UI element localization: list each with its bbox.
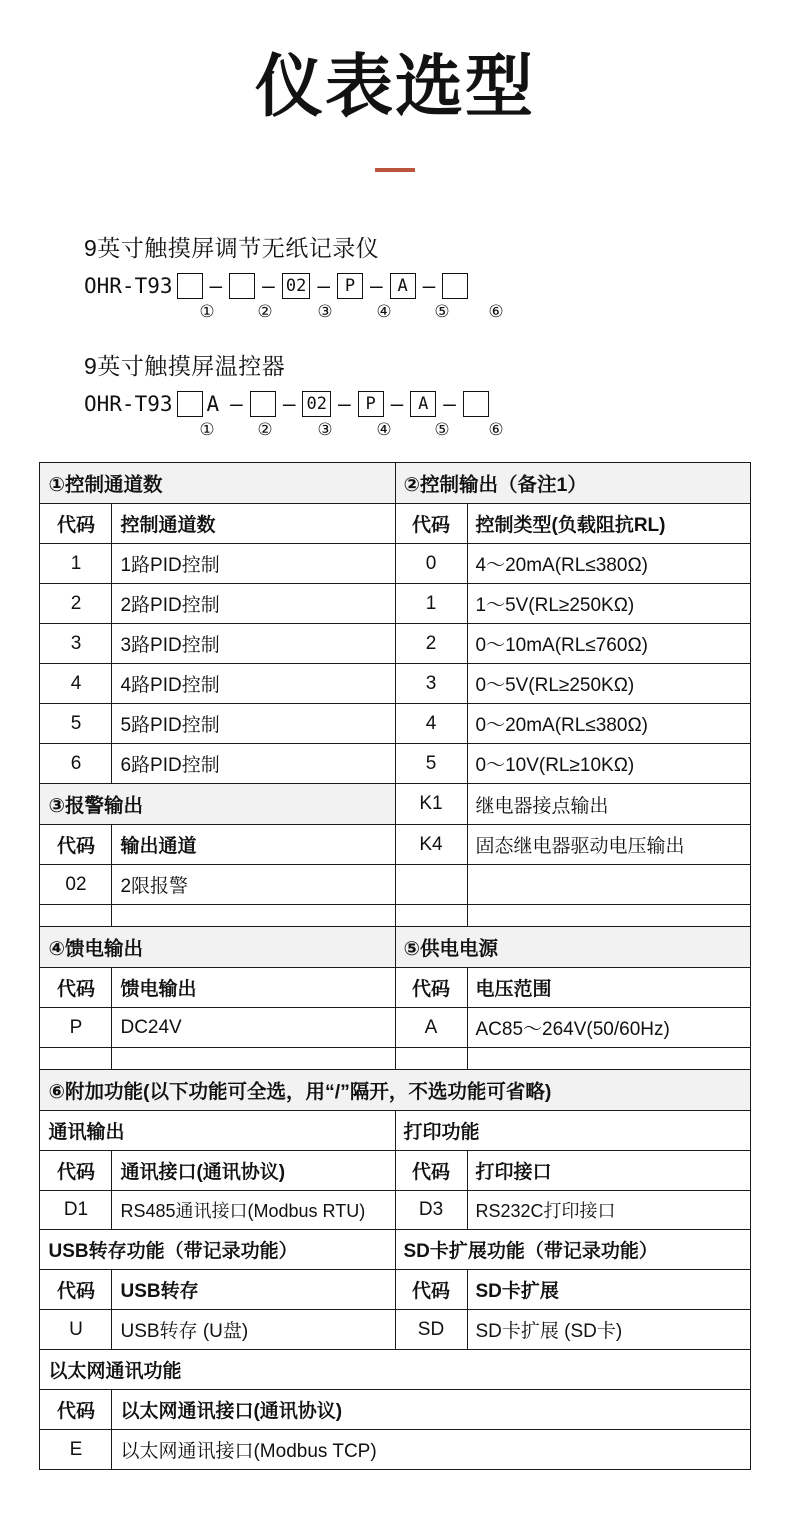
table-row bbox=[40, 905, 750, 927]
spacer-cell bbox=[467, 905, 750, 927]
code-cell: P bbox=[40, 1008, 112, 1048]
desc-cell: DC24V bbox=[112, 1008, 395, 1048]
code-index-4: ④ bbox=[376, 420, 392, 440]
code-index-4: ④ bbox=[376, 302, 392, 322]
code-box-2 bbox=[250, 391, 276, 417]
col-header-desc: 打印接口 bbox=[467, 1151, 750, 1191]
code-index-3: ③ bbox=[317, 302, 333, 322]
table-row bbox=[40, 624, 750, 664]
section-title-6: ⑥附加功能(以下功能可全选，用“/”隔开，不选功能可省略) bbox=[40, 1070, 750, 1111]
table-row bbox=[40, 1151, 750, 1191]
table-row bbox=[40, 504, 750, 544]
code-dash: – bbox=[317, 273, 330, 298]
code-dash: – bbox=[443, 391, 456, 416]
col-header-desc: 输出通道 bbox=[112, 825, 395, 865]
code-cell: 4 bbox=[40, 664, 112, 704]
table-row bbox=[40, 544, 750, 584]
table-row bbox=[40, 1230, 750, 1270]
code-box-4: P bbox=[358, 391, 384, 417]
code-dash: – bbox=[262, 273, 275, 298]
code-index-3: ③ bbox=[317, 420, 333, 440]
desc-cell: 1〜5V(RL≥250KΩ) bbox=[467, 584, 750, 624]
code-cell: 1 bbox=[40, 544, 112, 584]
table-row bbox=[40, 1111, 750, 1151]
table-row bbox=[40, 1350, 750, 1390]
code-index-1: ① bbox=[199, 302, 215, 322]
code-cell: K4 bbox=[395, 825, 467, 865]
section-title-4: ④馈电输出 bbox=[40, 927, 395, 968]
col-header-code: 代码 bbox=[395, 504, 467, 544]
code-index-6: ⑥ bbox=[488, 302, 504, 322]
col-header-code: 代码 bbox=[395, 968, 467, 1008]
section-title-3: ③报警输出 bbox=[40, 784, 395, 825]
desc-cell: 3路PID控制 bbox=[112, 624, 395, 664]
model-code-row bbox=[84, 391, 790, 417]
desc-cell: 0〜10V(RL≥10KΩ) bbox=[467, 744, 750, 784]
desc-cell: RS232C打印接口 bbox=[467, 1191, 750, 1230]
group-title-sd: SD卡扩展功能（带记录功能） bbox=[395, 1230, 750, 1270]
desc-cell: 0〜5V(RL≥250KΩ) bbox=[467, 664, 750, 704]
code-box-1 bbox=[177, 273, 203, 299]
title-divider bbox=[375, 168, 415, 172]
code-dash: – bbox=[337, 391, 351, 416]
code-index-6: ⑥ bbox=[488, 420, 504, 440]
table-row bbox=[40, 865, 750, 905]
desc-cell: 0〜20mA(RL≤380Ω) bbox=[467, 704, 750, 744]
desc-cell: 继电器接点输出 bbox=[467, 784, 750, 825]
desc-cell: 0〜10mA(RL≤760Ω) bbox=[467, 624, 750, 664]
col-header-desc: 控制类型(负载阻抗RL) bbox=[467, 504, 750, 544]
code-cell: 3 bbox=[40, 624, 112, 664]
code-box-5: A bbox=[410, 391, 436, 417]
section-title-2: ②控制输出（备注1） bbox=[395, 463, 750, 504]
code-box-5: A bbox=[390, 273, 416, 299]
code-cell: 1 bbox=[395, 584, 467, 624]
desc-cell: SD卡扩展 (SD卡) bbox=[467, 1310, 750, 1350]
model-block-controller bbox=[0, 348, 790, 440]
code-cell: SD bbox=[395, 1310, 467, 1350]
model-block-recorder bbox=[0, 230, 790, 322]
code-cell: D1 bbox=[40, 1191, 112, 1230]
table-row bbox=[40, 1008, 750, 1048]
col-header-desc: 电压范围 bbox=[467, 968, 750, 1008]
table-row bbox=[40, 1270, 750, 1310]
code-cell: 3 bbox=[395, 664, 467, 704]
table-row bbox=[40, 744, 750, 784]
table-row bbox=[40, 1070, 750, 1111]
group-title-usb: USB转存功能（带记录功能） bbox=[40, 1230, 395, 1270]
col-header-code: 代码 bbox=[40, 825, 112, 865]
col-header-code: 代码 bbox=[40, 1390, 112, 1430]
spacer-cell bbox=[40, 1048, 112, 1070]
code-letter-a: A bbox=[206, 391, 220, 416]
code-cell: U bbox=[40, 1310, 112, 1350]
code-index-2: ② bbox=[257, 302, 273, 322]
table-row bbox=[40, 927, 750, 968]
desc-cell: 固态继电器驱动电压输出 bbox=[467, 825, 750, 865]
code-index-row bbox=[84, 420, 790, 440]
table-row bbox=[40, 1048, 750, 1070]
col-header-code: 代码 bbox=[40, 1151, 112, 1191]
code-dash: – bbox=[369, 273, 383, 298]
section-title-1: ①控制通道数 bbox=[40, 463, 395, 504]
code-index-5: ⑤ bbox=[434, 302, 450, 322]
model-heading: 9英寸触摸屏温控器 bbox=[84, 353, 286, 380]
col-header-code: 代码 bbox=[40, 968, 112, 1008]
desc-cell: 以太网通讯接口(Modbus TCP) bbox=[112, 1430, 750, 1470]
page-title: 仪表选型 bbox=[254, 49, 535, 125]
section-title-5: ⑤供电电源 bbox=[395, 927, 750, 968]
desc-cell: 5路PID控制 bbox=[112, 704, 395, 744]
table-row bbox=[40, 664, 750, 704]
col-header-desc: USB转存 bbox=[112, 1270, 395, 1310]
code-box-3: 02 bbox=[282, 273, 310, 299]
desc-cell: 2限报警 bbox=[112, 865, 395, 905]
table-row bbox=[40, 968, 750, 1008]
spacer-cell bbox=[395, 1048, 467, 1070]
table-row bbox=[40, 1191, 750, 1230]
table-row bbox=[40, 584, 750, 624]
col-header-desc: 通讯接口(通讯协议) bbox=[112, 1151, 395, 1191]
desc-cell: 4路PID控制 bbox=[112, 664, 395, 704]
col-header-code: 代码 bbox=[40, 1270, 112, 1310]
code-dash: – bbox=[422, 273, 436, 298]
code-dash: – bbox=[390, 391, 404, 416]
table-row bbox=[40, 1390, 750, 1430]
desc-cell: 6路PID控制 bbox=[112, 744, 395, 784]
desc-cell: RS485通讯接口(Modbus RTU) bbox=[112, 1191, 395, 1230]
spacer-cell bbox=[40, 905, 112, 927]
code-dash: – bbox=[209, 273, 223, 298]
group-title-comm: 通讯输出 bbox=[40, 1111, 395, 1151]
col-header-code: 代码 bbox=[395, 1270, 467, 1310]
code-index-5: ⑤ bbox=[434, 420, 450, 440]
code-box-6 bbox=[442, 273, 468, 299]
code-cell: 0 bbox=[395, 544, 467, 584]
spacer-cell bbox=[395, 865, 467, 905]
code-cell: 2 bbox=[395, 624, 467, 664]
code-cell: 02 bbox=[40, 865, 112, 905]
code-cell: A bbox=[395, 1008, 467, 1048]
code-cell: 4 bbox=[395, 704, 467, 744]
desc-cell: 1路PID控制 bbox=[112, 544, 395, 584]
table-row bbox=[40, 463, 750, 504]
col-header-desc: SD卡扩展 bbox=[467, 1270, 750, 1310]
table-row bbox=[40, 1430, 750, 1470]
code-dash: – bbox=[230, 391, 243, 416]
spacer-cell bbox=[112, 1048, 395, 1070]
desc-cell: 2路PID控制 bbox=[112, 584, 395, 624]
spacer-cell bbox=[112, 905, 395, 927]
group-title-print: 打印功能 bbox=[395, 1111, 750, 1151]
code-cell: 6 bbox=[40, 744, 112, 784]
code-index-2: ② bbox=[257, 420, 273, 440]
desc-cell: USB转存 (U盘) bbox=[112, 1310, 395, 1350]
code-cell: D3 bbox=[395, 1191, 467, 1230]
code-cell: E bbox=[40, 1430, 112, 1470]
code-box-3: 02 bbox=[302, 391, 330, 417]
spacer-cell bbox=[467, 865, 750, 905]
table-row bbox=[40, 704, 750, 744]
desc-cell: 4〜20mA(RL≤380Ω) bbox=[467, 544, 750, 584]
col-header-code: 代码 bbox=[395, 1151, 467, 1191]
code-box-6 bbox=[463, 391, 489, 417]
table-row bbox=[40, 784, 750, 825]
col-header-desc: 以太网通讯接口(通讯协议) bbox=[112, 1390, 750, 1430]
table-row bbox=[40, 1310, 750, 1350]
code-box-2 bbox=[229, 273, 255, 299]
code-box-1 bbox=[177, 391, 203, 417]
code-index-1: ① bbox=[199, 420, 215, 440]
model-code-prefix: OHR-T93 bbox=[84, 273, 173, 298]
group-title-ethernet: 以太网通讯功能 bbox=[40, 1350, 750, 1390]
code-index-row bbox=[84, 302, 790, 322]
table-row bbox=[40, 825, 750, 865]
spacer-cell bbox=[395, 905, 467, 927]
code-cell: 5 bbox=[395, 744, 467, 784]
model-heading: 9英寸触摸屏调节无纸记录仪 bbox=[84, 235, 380, 262]
col-header-desc: 控制通道数 bbox=[112, 504, 395, 544]
model-code-prefix: OHR-T93 bbox=[84, 391, 173, 416]
code-cell: 5 bbox=[40, 704, 112, 744]
col-header-desc: 馈电输出 bbox=[112, 968, 395, 1008]
code-cell: K1 bbox=[395, 784, 467, 825]
selection-table bbox=[39, 462, 750, 1470]
code-dash: – bbox=[282, 391, 296, 416]
desc-cell: AC85〜264V(50/60Hz) bbox=[467, 1008, 750, 1048]
model-code-row bbox=[84, 273, 790, 299]
spacer-cell bbox=[467, 1048, 750, 1070]
col-header-code: 代码 bbox=[40, 504, 112, 544]
code-box-4: P bbox=[337, 273, 363, 299]
code-cell: 2 bbox=[40, 584, 112, 624]
